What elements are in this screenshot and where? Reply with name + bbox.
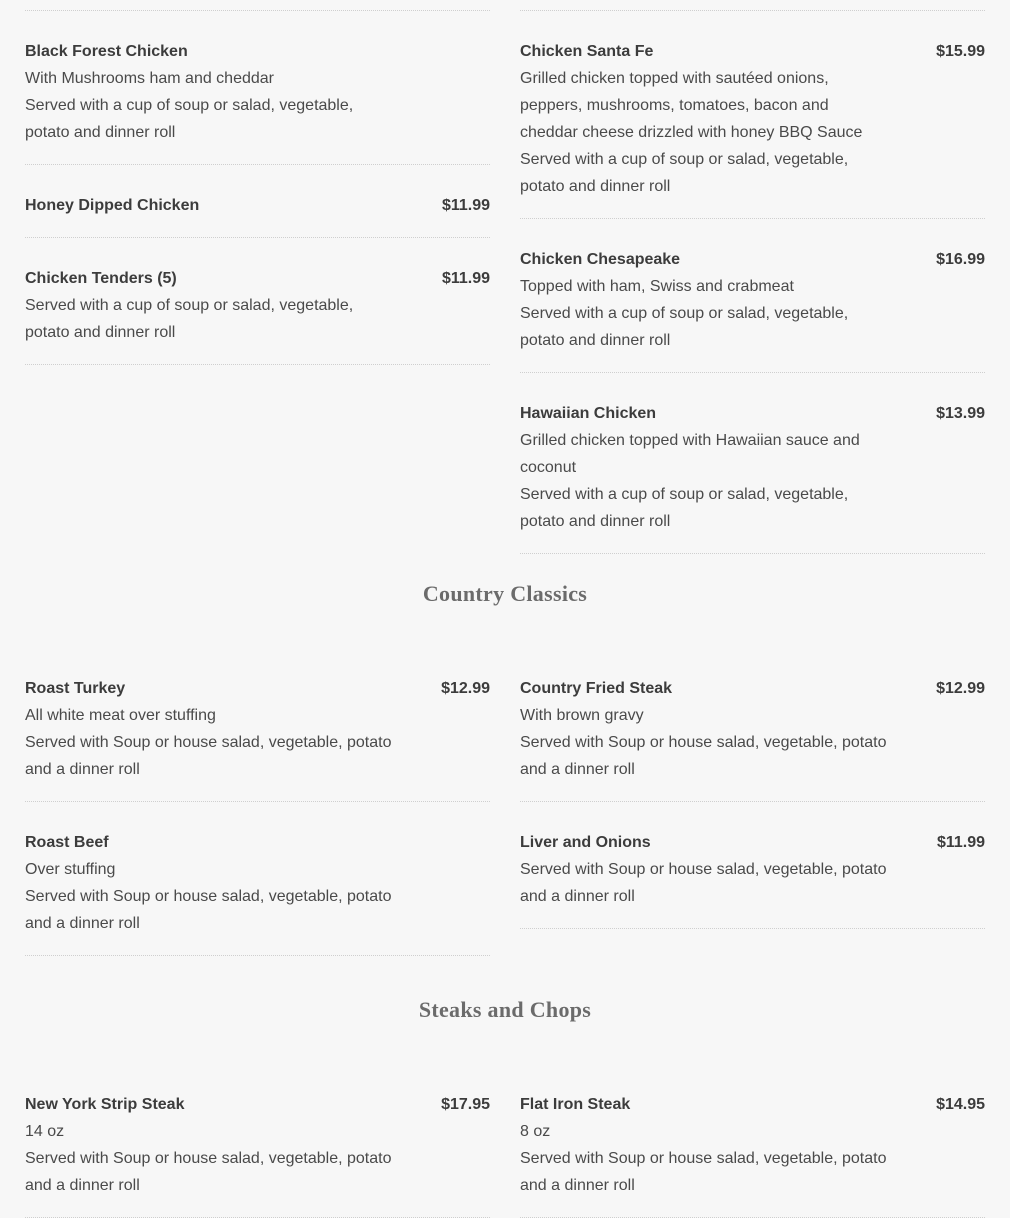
item-description: 8 oz Served with Soup or house salad, vegetable, potato and a dinner roll [520,1123,887,1194]
menu-item [25,10,490,165]
item-name: Chicken Tenders (5) [25,270,177,287]
section-title-steaks-and-chops: Steaks and Chops [418,997,592,1022]
menu-item [520,10,985,219]
country-classics-menu-grid [25,648,985,956]
menu-column-right [520,648,985,929]
item-description: Grilled chicken topped with sautéed onions, peppers, mushrooms, tomatoes, bacon and cheddar cheese drizzled with honey BBQ Sauce Served with a cup of soup or salad, vegetable, potato and dinner roll [520,70,863,195]
section-title-country-classics: Country Classics [422,581,588,606]
item-price: $11.99 [936,834,985,851]
item-name: Flat Iron Steak [520,1096,631,1113]
item-name: Black Forest Chicken [25,43,188,60]
menu-item [520,648,985,802]
item-price: $11.99 [441,197,490,214]
item-price: $13.99 [936,405,985,422]
menu-item [25,165,490,238]
item-name: Country Fried Steak [520,680,673,697]
menu-column-right [520,1064,985,1218]
item-price: $15.99 [936,43,985,60]
item-price: $11.99 [441,270,490,287]
item-description: 14 oz Served with Soup or house salad, vegetable, potato and a dinner roll [25,1123,392,1194]
item-name: Chicken Chesapeake [520,251,681,268]
item-name: Roast Turkey [25,680,126,697]
item-description: Over stuffing Served with Soup or house salad, vegetable, potato and a dinner roll [25,861,392,932]
item-description: Served with a cup of soup or salad, vegetable, potato and dinner roll [25,297,354,341]
item-description: With Mushrooms ham and cheddar Served with a cup of soup or salad, vegetable, potato and dinner roll [25,70,354,141]
menu-item [520,1064,985,1218]
steaks-menu-grid [25,1064,985,1218]
menu-column-left [25,10,490,365]
item-description: With brown gravy Served with Soup or house salad, vegetable, potato and a dinner roll [520,707,887,778]
item-name: Liver and Onions [520,834,651,851]
menu-item [25,1064,490,1218]
item-name: Hawaiian Chicken [520,405,657,422]
menu-column-left [25,1064,490,1218]
item-price: $12.99 [936,680,985,697]
menu-column-left [25,648,490,956]
item-description: Topped with ham, Swiss and crabmeat Served with a cup of soup or salad, vegetable, potato and dinner roll [520,278,849,349]
item-price: $17.95 [441,1096,490,1113]
menu-item [520,373,985,554]
item-name: Roast Beef [25,834,109,851]
menu-item [25,648,490,802]
item-name: Chicken Santa Fe [520,43,654,60]
item-description: Grilled chicken topped with Hawaiian sauce and coconut Served with a cup of soup or salad, vegetable, potato and dinner roll [520,432,860,530]
item-description: All white meat over stuffing Served with Soup or house salad, vegetable, potato and a dinner roll [25,707,392,778]
chicken-menu-grid [25,10,985,554]
menu-item [520,802,985,929]
item-price: $12.99 [441,680,490,697]
menu-item [25,238,490,365]
menu-column-right [520,10,985,554]
item-description: Served with Soup or house salad, vegetable, potato and a dinner roll [520,861,887,905]
item-price: $16.99 [936,251,985,268]
item-price: $14.95 [936,1096,985,1113]
menu-item [520,219,985,373]
item-name: New York Strip Steak [25,1096,185,1113]
menu-item [25,802,490,956]
item-name: Honey Dipped Chicken [25,197,200,214]
